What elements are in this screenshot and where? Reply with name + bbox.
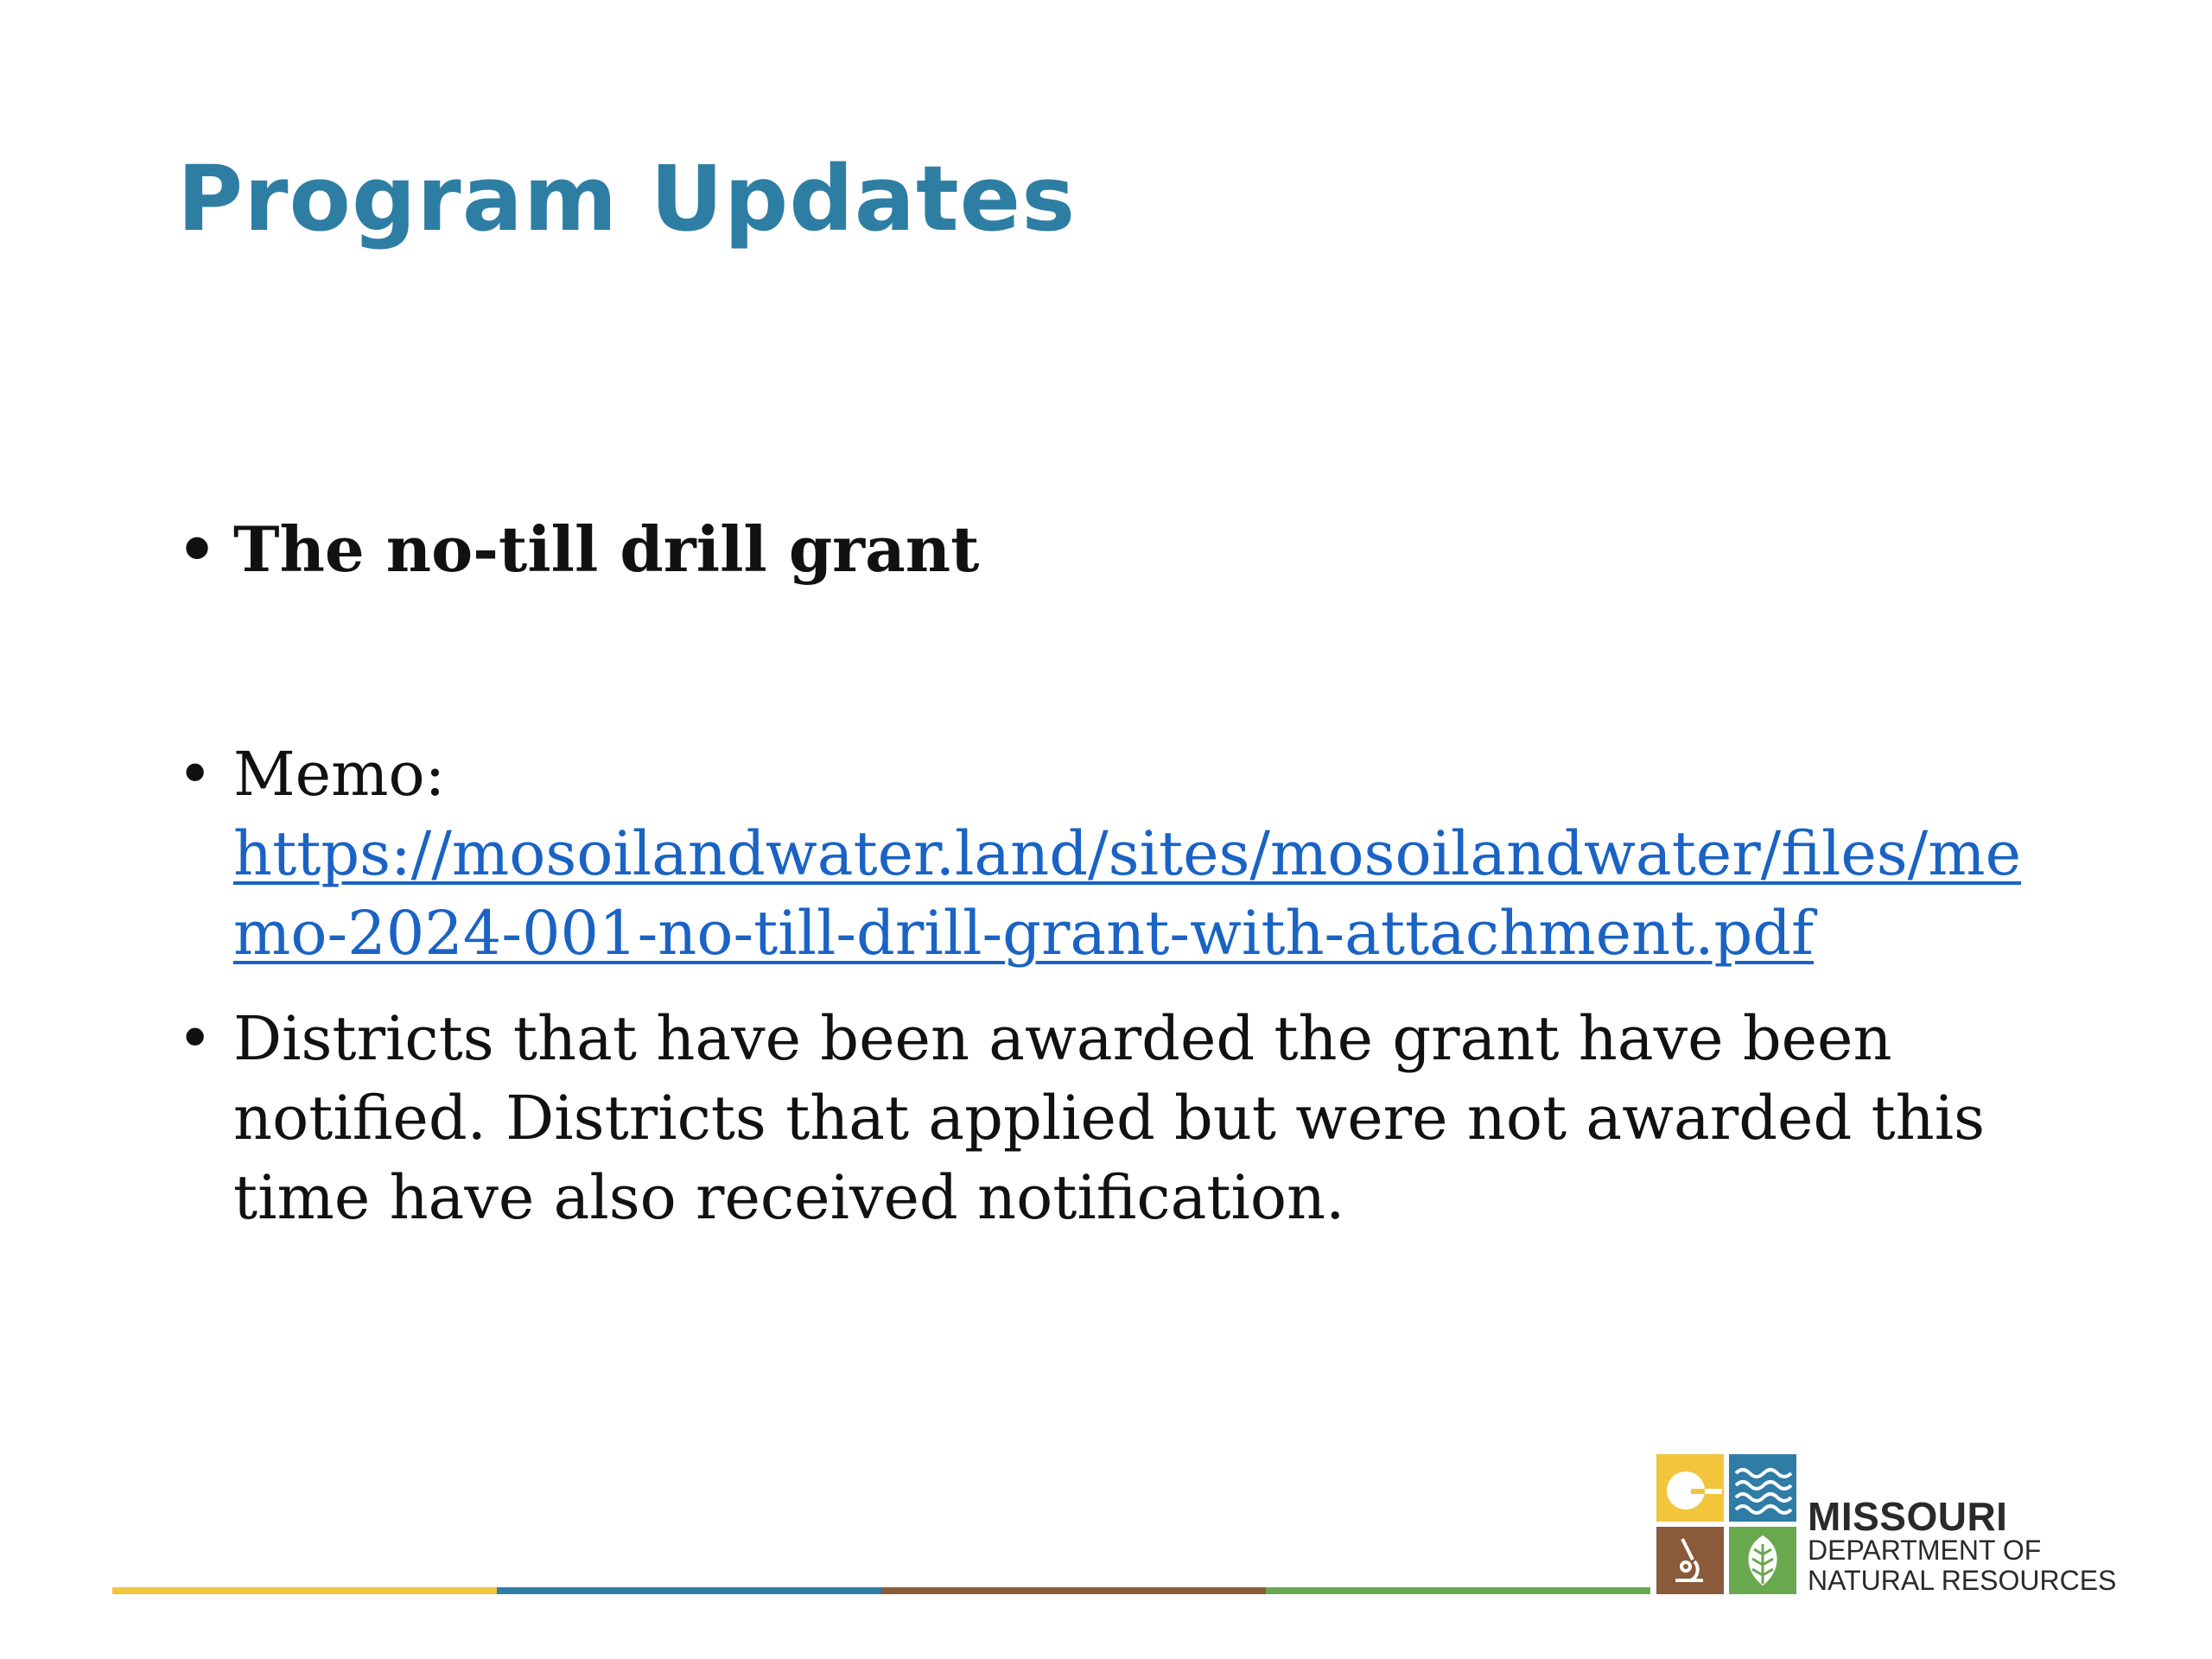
memo-label: Memo: [233, 739, 446, 810]
bullet-list-main [177, 734, 2078, 1263]
logo-text [1808, 1494, 2117, 1596]
missouri-dnr-logo [1656, 1454, 2192, 1599]
sun-icon [1656, 1454, 1724, 1522]
bullet-item-memo [177, 734, 2078, 973]
footer-segment-blue [497, 1587, 881, 1594]
bullet-item-districts [177, 999, 2078, 1237]
leaf-icon [1729, 1527, 1796, 1594]
districts-text: Districts that have been awarded the grant have been notified. Districts that applied but were not awarded this time have also received notification. [233, 1003, 1986, 1233]
slide-title: Program Updates [177, 146, 1077, 251]
footer-segment-brown [881, 1587, 1266, 1594]
logo-line-missouri: MISSOURI [1808, 1494, 2008, 1539]
bullet-dot: • [177, 739, 213, 810]
bullet-dot: • [177, 512, 218, 586]
logo-icon-grid [1656, 1454, 1796, 1594]
footer-color-bar [112, 1587, 1650, 1594]
footer-segment-green [1266, 1587, 1650, 1594]
logo-line-natural-resources: NATURAL RESOURCES [1808, 1565, 2117, 1596]
logo-line-department: DEPARTMENT OF [1808, 1535, 2042, 1566]
bullet-dot: • [177, 1003, 213, 1074]
memo-link[interactable]: https://mosoilandwater.land/sites/mosoilandwater/files/memo-2024-001-no-till-drill-grant-with-attachment.pdf [233, 818, 2022, 969]
water-waves-icon [1729, 1454, 1796, 1522]
microscope-icon [1656, 1527, 1724, 1594]
bullet-text: The no-till drill grant [233, 512, 980, 586]
footer-segment-yellow [112, 1587, 497, 1594]
bullet-item-no-till [177, 510, 2078, 589]
bullet-list-top [177, 510, 2078, 589]
